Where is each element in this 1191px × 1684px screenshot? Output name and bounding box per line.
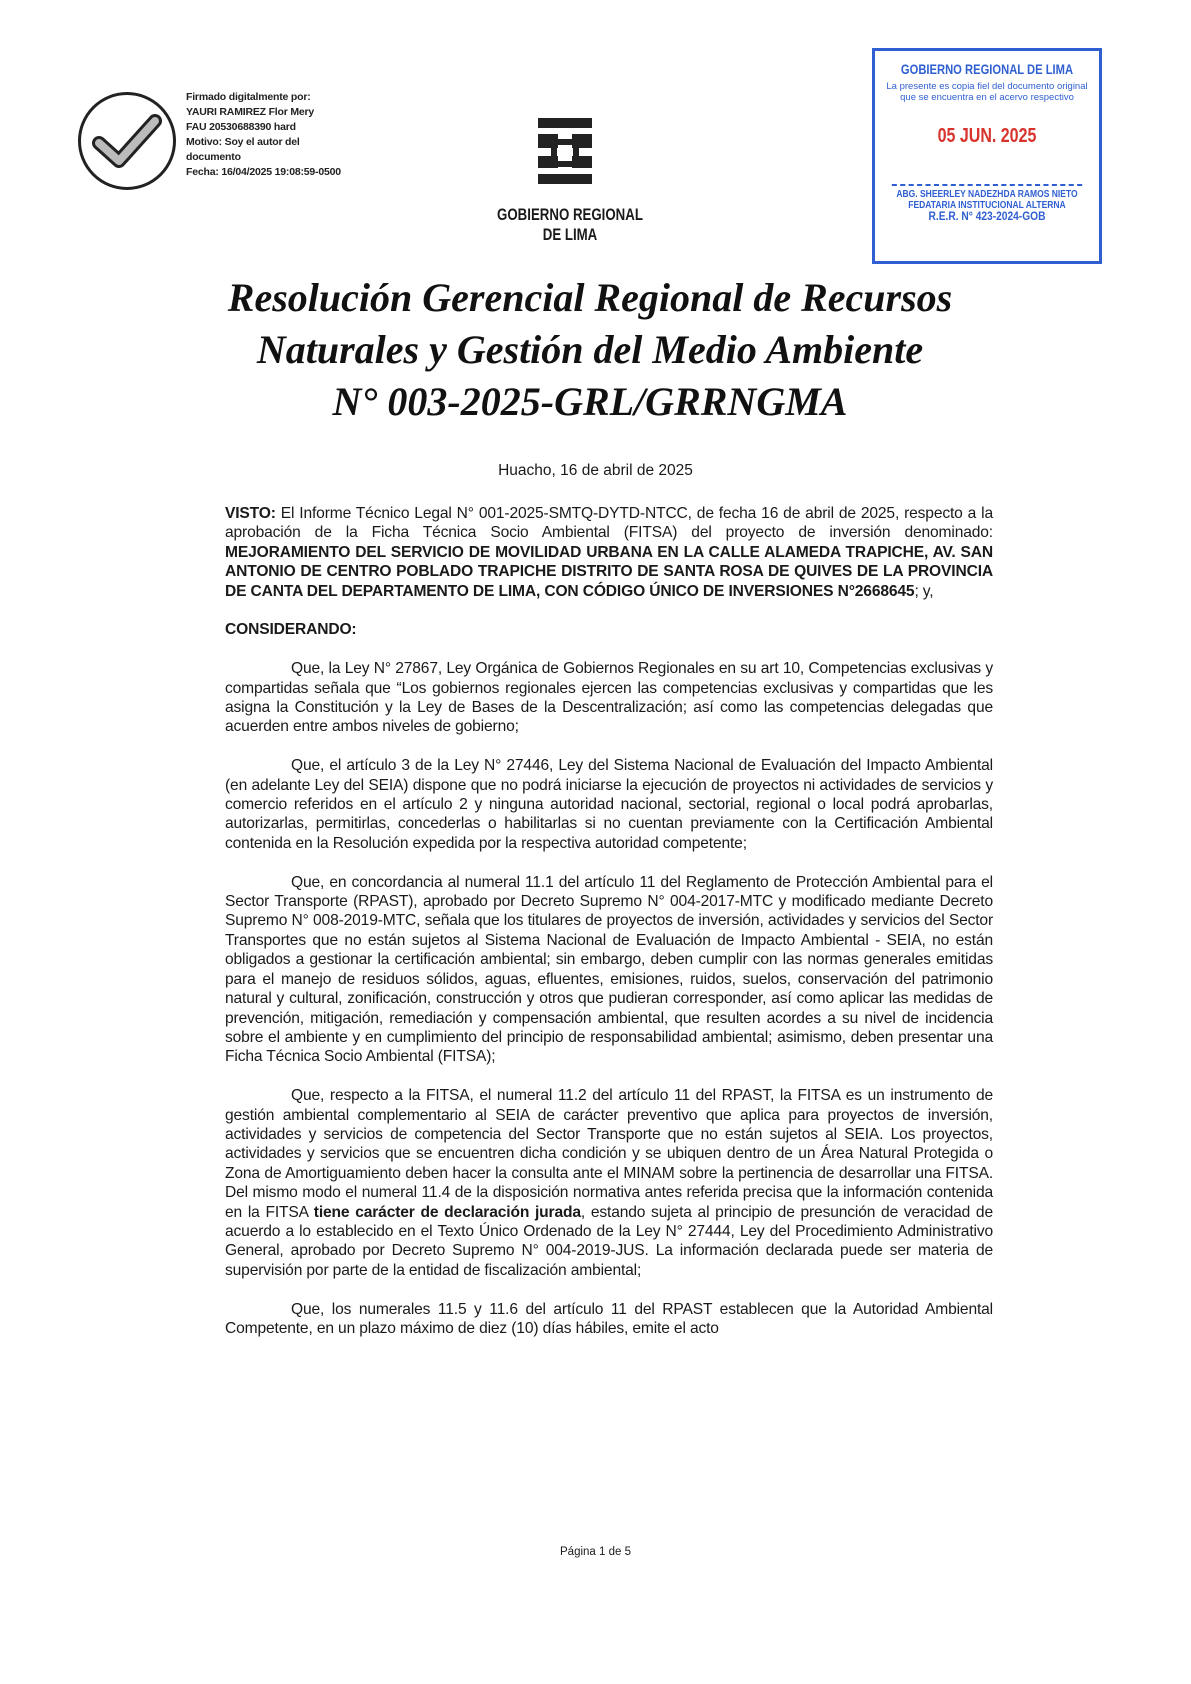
paragraph: Que, la Ley N° 27867, Ley Orgánica de Gobiernos Regionales en su art 10, Competencias exclusivas y compartidas señala que “Los gobiernos regionales ejercen las competencias exclusivas y compartidas que les asigna la Constitución y la Ley de Bases de la Descentralización; así como las competencias delegadas que acuerden entre ambos niveles de gobierno; [225, 660, 993, 736]
regional-government-logo [500, 112, 630, 197]
visto-tail: ; y, [914, 582, 934, 600]
visto-label: VISTO: [225, 505, 276, 522]
considerando-heading: CONSIDERANDO: [225, 621, 357, 639]
paragraph: Que, el artículo 3 de la Ley N° 27446, Ley del Sistema Nacional de Evaluación del Impacto Ambiental (en adelante Ley del SEIA) dispone que no podrá iniciarse la ejecución de proyectos ni actividades de servicios y comercio referidos en el artículo 2 y ninguna autoridad nacional, sectorial, regional o local podrá aprobarlas, autorizarlas, permitirlas, concederlas o habilitarlas si no cuentan previamente con la Certificación Ambiental contenida en la Resolución expedida por la respectiva autoridad competente; [225, 757, 993, 852]
digital-signature-block [78, 92, 378, 202]
signature-line: Firmado digitalmente por: [186, 91, 311, 103]
project-name: MEJORAMIENTO DEL SERVICIO DE MOVILIDAD URBANA EN LA CALLE ALAMEDA TRAPICHE, AV. SAN ANTONIO DE CENTRO POBLADO TRAPICHE DISTRITO DE SANTA ROSA DE QUIVES DE LA PROVINCIA DE CANTA DEL DEPARTAMENTO DE LIMA, CON CÓDIGO ÚNICO DE INVERSIONES N°2668645 [225, 543, 993, 600]
paragraph: Que, en concordancia al numeral 11.1 del artículo 11 del Reglamento de Protección Ambiental para el Sector Transporte (RPAST), aprobado por Decreto Supremo N° 004-2017-MTC y modificado mediante Decreto Supremo N° 008-2019-MTC, señala que los titulares de proyectos de inversión, actividades y servicios del Sector Transportes que no están sujetos al Sistema Nacional de Evaluación de Impacto Ambiental - SEIA, no están obligados a gestionar la certificación ambiental; sin embargo, deben cumplir con las normas generales emitidas para el manejo de residuos sólidos, aguas, efluentes, emisiones, ruidos, suelos, conservación del patrimonio natural y cultural, zonificación, construcción y otros que pudieran corresponder, así como aplicar las medidas de prevención, mitigación, remediación y compensación ambiental, que resulten acordes a su nivel de incidencia sobre el ambiente y en cumplimiento del principio de responsabilidad ambiental; asimismo, deben presentar una Ficha Técnica Socio Ambiental (FITSA); [225, 873, 993, 1066]
signature-line: Fecha: 16/04/2025 19:08:59-0500 [186, 166, 341, 178]
stamp-role: FEDATARIA INSTITUCIONAL ALTERNA [908, 200, 1066, 211]
page-number: Página 1 de 5 [560, 1546, 631, 1558]
paragraph: Que, los numerales 11.5 y 11.6 del artículo 11 del RPAST establecen que la Autoridad Ambiental Competente, en un plazo máximo de diez (10) días hábiles, emite el acto [225, 1300, 993, 1337]
paragraph-bold: tiene carácter de declaración jurada [313, 1203, 581, 1221]
title-line: Naturales y Gestión del Medio Ambiente [256, 327, 924, 372]
paragraph-text: Que, respecto a la FITSA, el numeral 11.2 del artículo 11 del RPAST, la FITSA es un instrumento de gestión ambiental complementario al SEIA de carácter preventivo que aplica para proyectos de inversión, actividades y servicios de competencia del Sector Transporte que no están sujetos al SEIA. Los proyectos, actividades y servicios que se encuentren dicha condición y se ubiquen dentro de un Área Natural Protegida o Zona de Amortiguamiento deben hacer la consulta ante el MINAM sobre la pertinencia de desarrollar una FITSA. Del mismo modo el numeral 11.4 de la disposición normativa antes referida precisa que la información contenida en la FITSA [225, 1087, 993, 1221]
signature-line: documento [186, 151, 241, 163]
resolution-title [150, 272, 1030, 428]
checkmark-icon [78, 92, 176, 190]
place-date: Huacho, 16 de abril de 2025 [498, 462, 693, 479]
stamp-note: La presente es copia fiel del documento original que se encuentra en el acervo respectivo [886, 81, 1088, 103]
certified-copy-stamp [872, 48, 1102, 264]
paragraph [225, 1086, 993, 1280]
stamp-rer: R.E.R. N° 423-2024-GOB [928, 209, 1046, 223]
logo-text: GOBIERNO REGIONAL DE LIMA [497, 205, 643, 244]
signature-line: YAURI RAMIREZ Flor Mery [186, 106, 315, 118]
document-body [225, 504, 993, 1358]
signature-line: Motivo: Soy el autor del [186, 136, 300, 148]
signature-line: FAU 20530688390 hard [186, 121, 296, 133]
stamp-name: ABG. SHEERLEY NADEZHDA RAMOS NIETO [896, 189, 1078, 200]
title-line: N° 003-2025-GRL/GRRNGMA [332, 379, 848, 424]
title-line: Resolución Gerencial Regional de Recursos [227, 275, 953, 320]
visto-text: El Informe Técnico Legal N° 001-2025-SMTQ-DYTD-NTCC, de fecha 16 de abril de 2025, respecto a la aprobación de la Ficha Técnica Socio Ambiental (FITSA) del proyecto de inversión denominado: [225, 505, 993, 542]
stamp-header: GOBIERNO REGIONAL DE LIMA [900, 61, 1074, 77]
paragraph-tail: , estando sujeta al principio de presunción de veracidad de acuerdo a lo establecido en el Texto Único Ordenado de la Ley N° 27444, Ley del Procedimiento Administrativo General, aprobado por Decreto Supremo N° 004-2019-JUS. La información declarada puede ser materia de supervisión por parte de la entidad de fiscalización ambiental; [225, 1203, 993, 1279]
visto-paragraph [225, 504, 993, 601]
stamp-date: 05 JUN. 2025 [937, 125, 1037, 147]
